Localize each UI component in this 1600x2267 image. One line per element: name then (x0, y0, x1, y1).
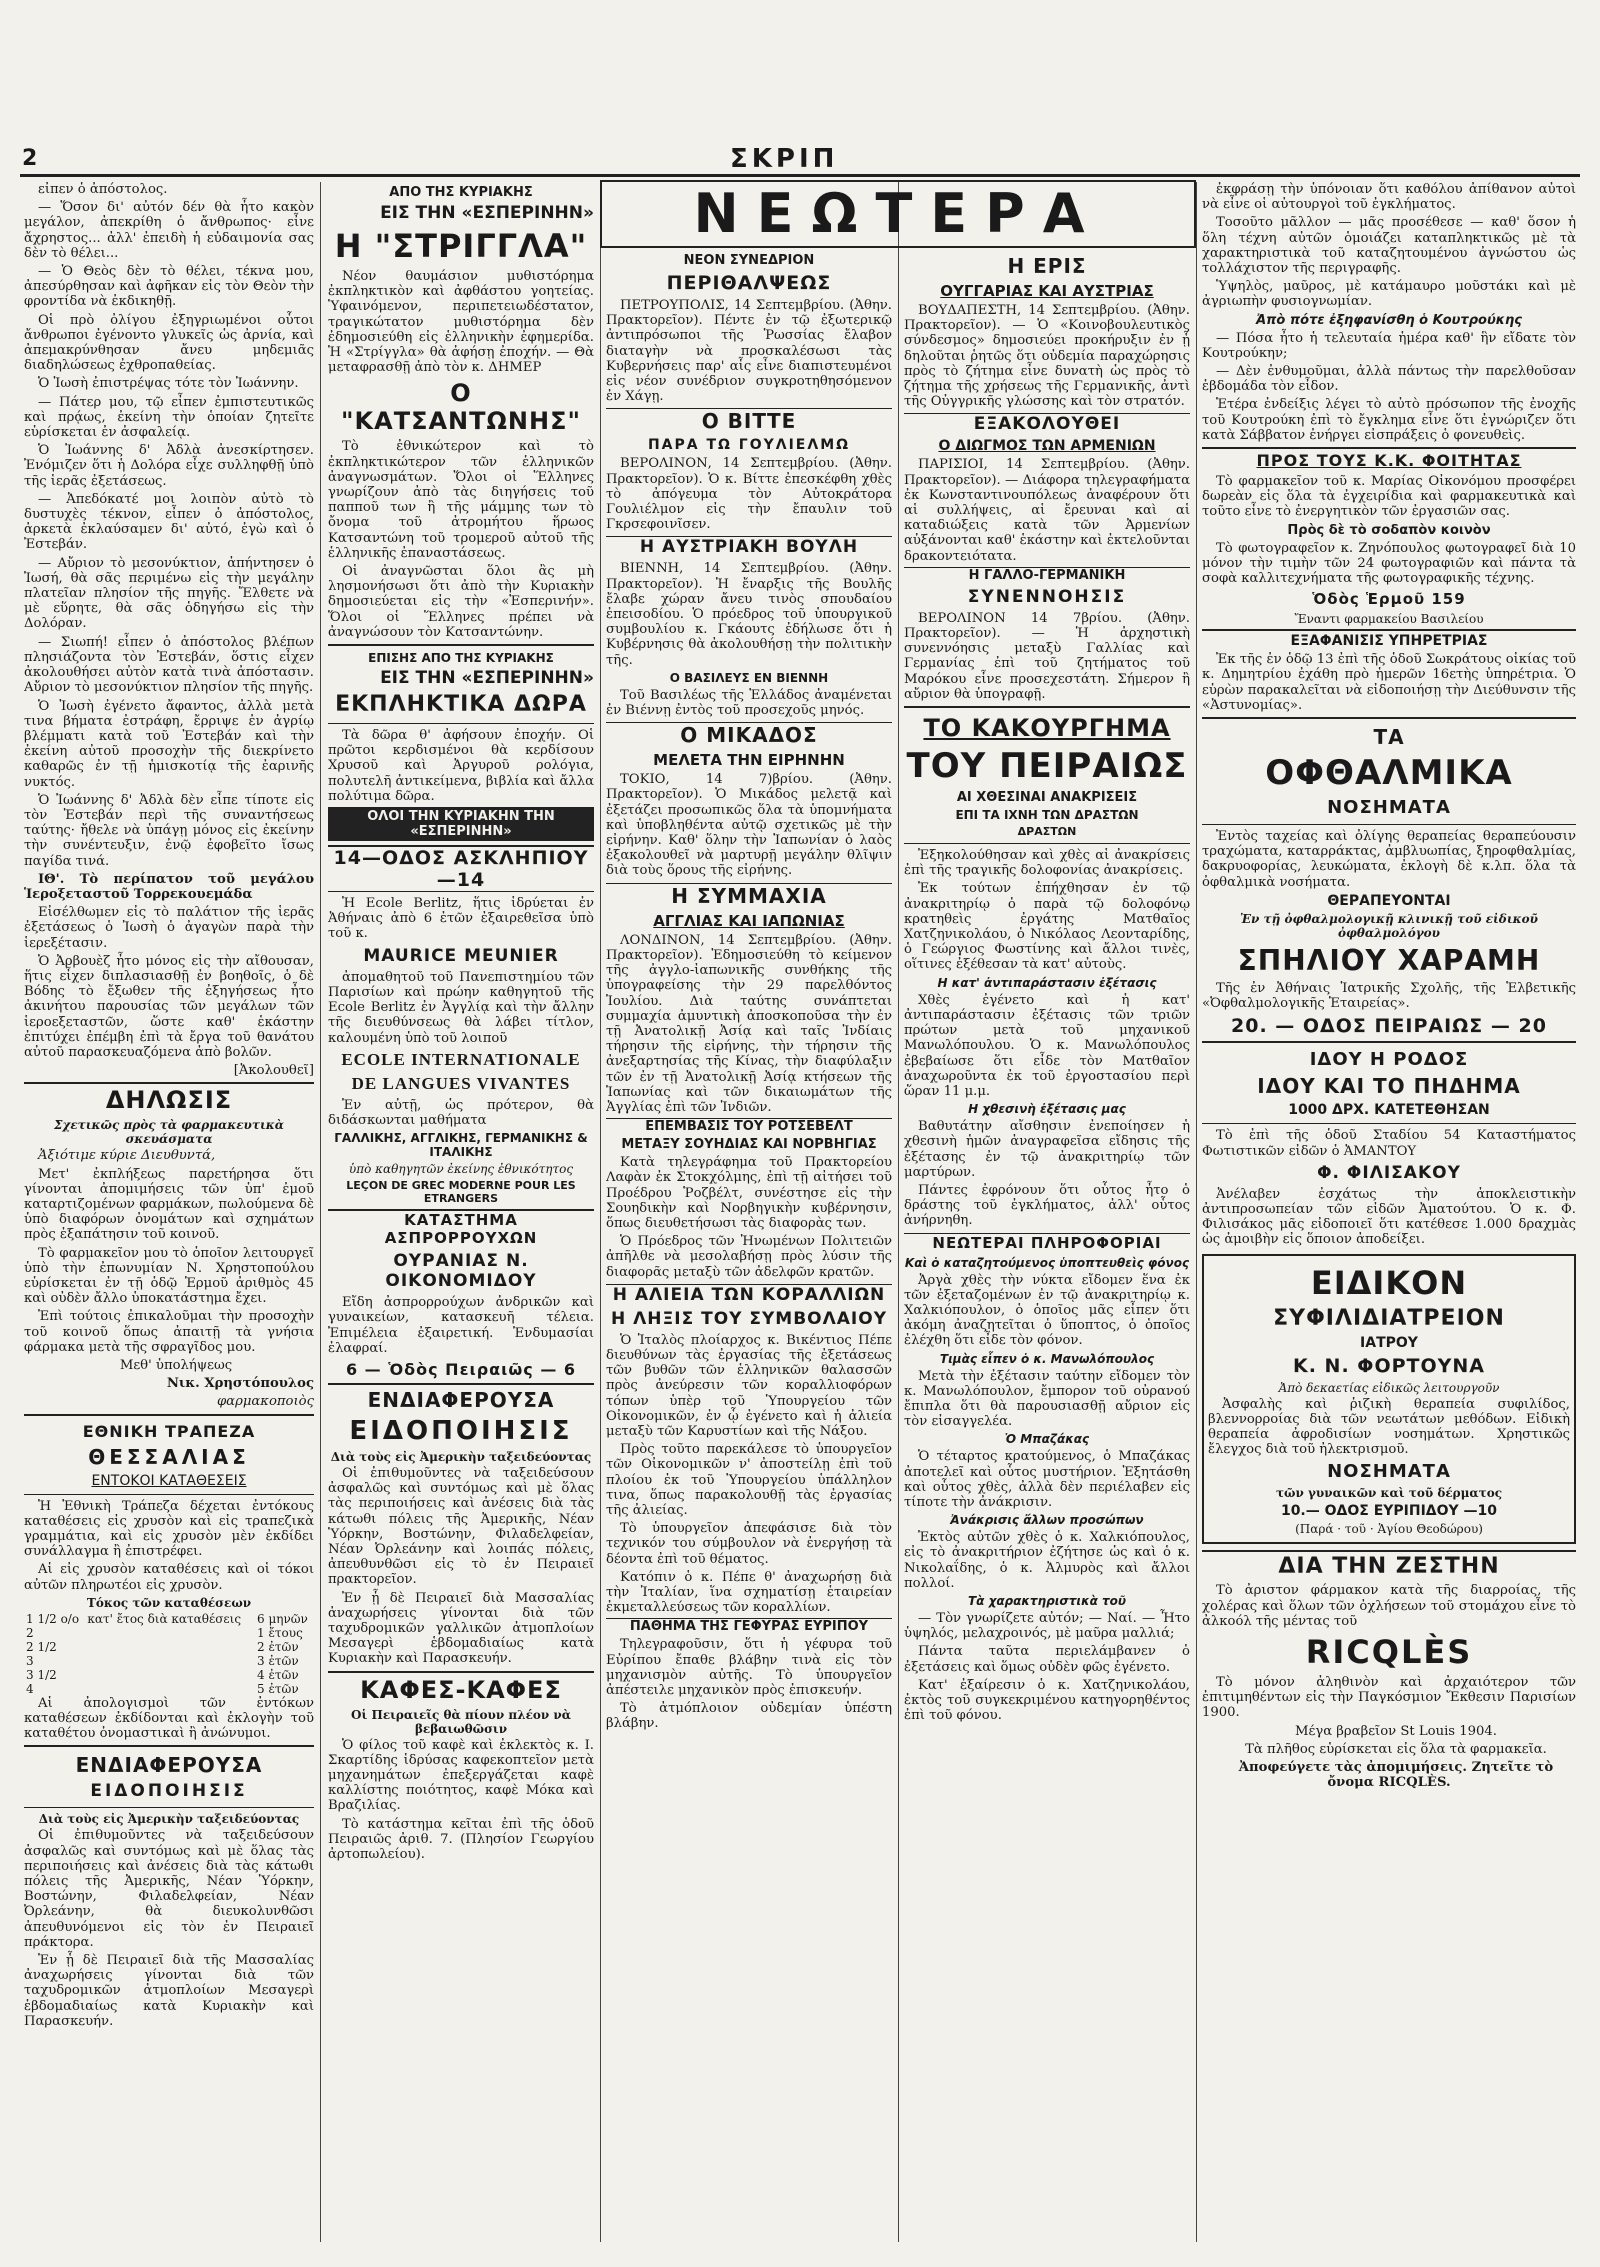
clinic-ad (1202, 1254, 1576, 1545)
paragraph: ΒΕΡΟΛΙΝΟΝ 14 7βρίου. (Ἀθην. Πρακτορεῖον). — Ἡ ἀρχηστικὴ συνεννόησις μεταξὺ Γαλλίας καὶ Γερμανίας ἐπὶ τοῦ ζητήματος τοῦ Μαρόκου εἶνε προσεχεστάτη. Σήμερον ἢ αὔριον θὰ ὑπογραφῇ. (904, 610, 1190, 702)
paragraph: Μέγα βραβεῖον St Louis 1904. (1294, 1723, 1498, 1739)
term-cell (85, 1668, 255, 1682)
rate-cell: 1 1/2 ο/ο (26, 1611, 80, 1626)
paragraph: Τῆς ἐν Ἀθήναις Ἰατρικῆς Σχολῆς, τῆς Ἑλβετικῆς «Ὀφθαλμολογικῆς Ἑταιρείας». (1202, 980, 1576, 1012)
paragraph: Κατ' ἐξαίρεσιν ὁ κ. Χατζηνικολάου, ἐκτὸς τοῦ συγκεκριμένου κατηγορηθέντος ἐπὶ τοῦ φόνου. (904, 1677, 1190, 1724)
rate-cell: 3 (26, 1653, 34, 1668)
paragraph: Τοσοῦτο μᾶλλον — μᾶς προσέθεσε — καθ' ὅσον ἡ ὅλη τέχνη αὐτῶν ὁμοιάζει καταπληκτικῶς μὲ τὰ χαρακτηριστικὰ τοῦ καταζητουμένου ἀγνώστου ὡς τολλάχιστον τῆς περιγραφῆς. (1202, 215, 1576, 277)
paragraph: ΒΟΥΔΑΠΕΣΤΗ, 14 Σεπτεμβρίου. (Ἀθην. Πρακτορεῖον). — Ὁ «Κοινοβουλευτικὸς σύνδεσμος» δημοσιεύει προκήρυξιν ἐν ᾗ δηλοῦται ῥητῶς ὅτι οὐδεμία παραχώρησις πρὸς τὸ ζήτημα εἶνε δυνατὴ ὡς πρὸς τὸ ζήτημα τῆς χρήσεως τῆς Γερμανικῆς, ἀντὶ τῆς Οὐγγρικῆς γλώσσης καὶ τὸν στρατόν. (904, 303, 1190, 410)
paragraph: εἶπεν ὁ ἀπόστολος. (38, 182, 168, 197)
table-row (24, 1612, 314, 1626)
news-subheadline: Η ΛΗΞΙΣ ΤΟΥ ΣΥΜΒΟΛΑΙΟΥ (610, 1308, 888, 1329)
paragraph: Τὸ κατάστημα κεῖται ἐπὶ τῆς ὁδοῦ Πειραιῶς ἀριθ. 7. (Πλησίον Γεωργίου ἀρτοπωλείου). (328, 1816, 594, 1862)
chapter-title: ΙΘ'. Τὸ περίπατον τοῦ μεγάλου Ἱεροξεταστοῦ Τορρεκουεμάδα (24, 871, 314, 902)
paragraph: Ἐκ τούτων ἐπήχθησαν ἐν τῷ ἀνακριτηρίῳ ὁ παρὰ τῷ δολοφόνῳ κρατηθεὶς ἐργάτης Ματθαῖος Χατζηνικολάου, ὁ Νικόλαος Λεονταρίδης, ὁ Γεώργιος Φωστίνης καὶ ἄλλοι τινὲς, οἵτινες ἐξέθεσαν τὰ κατ' αὐτοὺς. (904, 881, 1190, 973)
news-subheadline: Η χθεσινὴ ἐξέτασις μας (968, 1102, 1126, 1117)
address-title: Ὁδὸς Ἑρμοῦ 159 (1312, 590, 1466, 609)
paragraph: Οἱ ἀναγνῶσται ὅλοι ἂς μὴ λησμονήσωσι ὅτι ἀπὸ τὴν Κυριακὴν δημοσιεύεται εἰς τὴν «Ἑσπερινήν». Ὅλοι οἱ Ἕλληνες πρέπει νὰ ἀναγνώσουν τὸν Κατσαντώνην. (328, 564, 594, 640)
paragraph: Τηλεγραφοῦσιν, ὅτι ἡ γέφυρα τοῦ Εὐρίπου ἔπαθε βλάβην τινὰ εἰς τὸν μηχανισμὸν αὐτῆς. Τὸ ὑπουργεῖον ἀπέστειλε μηχανικὸν πρὸς ἐπισκευήν. (606, 1637, 892, 1699)
column-rule (1196, 182, 1197, 2242)
ad-subtitle: ὑπὸ καθηγητῶν ἐκείνης ἐθνικότητος (348, 1162, 574, 1177)
rates-title: Τόκος τῶν καταθέσεων (86, 1595, 252, 1610)
paragraph: Ὁ φίλος τοῦ καφὲ καὶ ἐκλεκτὸς κ. Ι. Σκαρτίδης ἱδρύσας καφεκοπτεῖον μετὰ μηχανημάτων ἐπεξεργάζεται καφὲ καλλίστης ποιότητος, καφὲ Μόκα καὶ Βραζιλίας. (328, 1737, 594, 1814)
ad-headline: Η "ΣΤΡΙΓΓΛΑ" (334, 227, 588, 265)
paragraph: Ἐπὶ τούτοις ἐπικαλοῦμαι τὴν προσοχὴν τοῦ κοινοῦ ὅπως ἀπαιτῇ τὰ γνήσια φάρμακα μετὰ τῆς σφραγῖδος μου. (24, 1309, 314, 1355)
neotera-banner: ΝΕΩΤΕΡΑ (600, 180, 1196, 248)
paragraph: Ὁ Ἰταλὸς πλοίαρχος κ. Βικέντιος Πέπε διευθύνων τὰς ἐργασίας τῆς ἐξετάσεως τῶν βυθῶν τῶν ἑλληνικῶν θαλασσῶν πρὸς ἀνεύρεσιν τῶν κοραλλιοφόρων τόπων ὑπὲρ τοῦ Ὑπουργείου τῶν Οἰκονομικῶν, ἐν ᾧ ἐγένετο καὶ ἡ ἀλιεία μεταξὺ τῶν Καρυστίων καὶ τῆς Νάξου. (606, 1332, 892, 1439)
paragraph: — Πάτερ μου, τῷ εἶπεν ἐμπιστευτικῶς καὶ πρᾴως, ἐκείνη τὴν ὁποίαν ζητεῖτε εὑρίσκεται ἐν ἀσφαλείᾳ. (24, 394, 314, 441)
paragraph: Ὁ Ἰωσὴ ἐπιστρέψας τότε τὸν Ἰωάννην. (38, 376, 299, 392)
paragraph: Κατόπιν ὁ κ. Πέπε θ' ἀναχωρήσῃ διὰ τὴν Ἰταλίαν, ἵνα σχηματίσῃ ἑταιρείαν ἐκμεταλλεύσεως τῶν κοραλλίων. (606, 1569, 892, 1616)
table-row (24, 1654, 314, 1668)
column-rule (898, 182, 899, 2242)
term-cell (85, 1654, 255, 1668)
paragraph: Τὸ ἀριστον φάρμακον κατὰ τῆς διαρροίας, τῆς χολέρας καὶ ὅλων τῶν ὀχλήσεων τοῦ στομάχου εἶνε τὸ ἀλκοόλ τῆς μέντας τοῦ (1202, 1583, 1576, 1629)
column-rule (320, 182, 321, 2242)
ad-headline: Ο "ΚΑΤΣΑΝΤΩΝΗΣ" (341, 379, 581, 436)
paragraph: Αἱ εἰς χρυσὸν καταθέσεις καὶ οἱ τόκοι αὐτῶν πληρωτέοι εἰς χρυσὸν. (24, 1562, 314, 1593)
paragraph: Ἀποφεύγετε τὰς ἀπομιμήσεις. Ζητεῖτε τὸ ὄνομα RICQLÈS. (1238, 1759, 1554, 1791)
paragraph: Ὁ Ἀρβουὲζ ἦτο μόνος εἰς τὴν αἴθουσαν, ἥτις εἶχεν διπλασιασθῇ ἐν βοηθοῖς, ὁ δὲ Βόδης τὸ ἔξωθεν τῆς ἐξηγήσεως ἦτο ἀκινήτου παρουσίας τῶν μεγάλων τῶν ἱεροεξεταστῶν, ὥστε καθ' ἑκάστην ἐπιτύχει ἐπέμβη ἐπὶ τὰ ἔργα τοῦ θανάτου αὐτοῦ παρασκευαζόμενα ἀπὸ βολῶν. (24, 953, 314, 1060)
paragraph: Πάντες ἐφρόνουν ὅτι οὗτος ἦτο ὁ δράστης τοῦ ἐγκλήματος, ἀλλ' οὗτος ἀνήρνηθη. (904, 1182, 1190, 1229)
news-subheadline: Ἀνάκρισις ἄλλων προσώπων (950, 1513, 1144, 1528)
paragraph: Χθὲς ἐγένετο καὶ ἡ κατ' ἀντιπαράστασιν ἐξέτασις τῶν τριῶν πρώτων μετὰ τοῦ μηχανικοῦ Μανωλόπουλου. Ὁ κ. Μανωλόπουλος ἐβεβαίωσε ὅτι εἶδε τὸν Ματθαῖον ἀναχωροῦντα ἐκ τοῦ ἐργοστασίου περὶ ὥραν 11 μ.μ. (904, 992, 1190, 1099)
table-row (24, 1626, 314, 1640)
column-4 (904, 250, 1190, 2242)
address-title: 20. — ΟΔΟΣ ΠΕΙΡΑΙΩΣ — 20 (1231, 1015, 1547, 1038)
news-kicker: ΝΕΟΝ ΣΥΝΕΔΡΙΟΝ (683, 253, 815, 268)
news-headline: Η ΓΑΛΛΟ-ΓΕΡΜΑΝΙΚΗ (904, 567, 1190, 583)
ad-subtitle: ΓΑΛΛΙΚΗΣ, ΑΓΓΛΙΚΗΣ, ΓΕΡΜΑΝΙΚΗΣ & ΙΤΑΛΙΚΗΣ (334, 1131, 588, 1160)
bank-title: ΕΘΝΙΚΗ ΤΡΑΠΕΖΑ (82, 1421, 256, 1441)
news-subheadline: ΟΥΓΓΑΡΙΑΣ ΚΑΙ ΑΥΣΤΡΙΑΣ (940, 282, 1154, 300)
term-cell (85, 1682, 255, 1696)
period-cell: 1 ἔτους (257, 1625, 303, 1640)
ad-title: ΕΠΙΣΗΣ ΑΠΟ ΤΗΣ ΚΥΡΙΑΚΗΣ (368, 651, 554, 666)
news-headline: Ο ΒΙΤΤΕ (606, 408, 892, 433)
news-headline: ΤΟ ΚΑΚΟΥΡΓΗΜΑ (923, 714, 1171, 743)
paragraph: Μετ' ἐκπλήξεως παρετήρησα ὅτι γίνονται ἀπομιμήσεις τῶν ὑπ' ἐμοῦ καταρτιζομένων φαρμάκων, πωλούμενα δὲ ὑπὸ διαφόρων ὀνομάτων καὶ σχημάτων πρὸς ἐξαπάτησιν τοῦ κοινοῦ. (24, 1166, 314, 1243)
news-subheadline: Ο ΒΑΣΙΛΕΥΣ ΕΝ ΒΙΕΝΝΗ (669, 670, 829, 685)
paragraph: ἀπομαθητοῦ τοῦ Πανεπιστημίου τῶν Παρισίων καὶ πρώην καθηγητοῦ τῆς Ecole Berlitz ἐν Ἀγγλίᾳ καὶ τὴν ἄλλην τῆς διευθύνσεως θὰ λάβει τίτλον, καλουμένη ὑπὸ τοῦ λοιποῦ (328, 969, 594, 1046)
period-cell: 3 ἐτῶν (257, 1653, 299, 1668)
news-subheadline: ΑΓΓΛΙΑΣ ΚΑΙ ΙΑΠΩΝΙΑΣ (653, 911, 845, 930)
table-row (24, 1682, 314, 1696)
paragraph: Ἀργὰ χθὲς τὴν νύκτα εἴδομεν ἕνα ἐκ τῶν ἐξεταζομένων ἐν τῷ ἀνακριτηρίῳ κ. Χαλκιόπουλον, ὁ ὁποῖος μᾶς εἶπεν ὅτι ἀκόμη ἀναζητεῖται ὁ ὕποπτος, ὁ ὁποῖος ἐλέχθη ὅτι εἶδε τὸν φόνον. (904, 1272, 1190, 1349)
paragraph: Τὸ ἐπὶ τῆς ὁδοῦ Σταδίου 54 Καταστήματος Φωτιστικῶν εἰδῶν ὁ ἈΜΑΝΤΟΥ (1202, 1128, 1576, 1159)
news-headline: Η ΣΥΜΜΑΧΙΑ (606, 883, 892, 908)
ad-headline: ΟΦΘΑΛΜΙΚΑ (1265, 753, 1513, 794)
paragraph: ΛΟΝΔΙΝΟΝ, 14 Σεπτεμβρίου. (Ἀθην. Πρακτορεῖον). Ἐδημοσιεύθη τὸ κείμενον τῆς ἀγγλο-ἰαπωνικῆς συνθήκης τῆς ὑπογραφείσης τὴν 29 παρελθόντος Ἰουλίου. Διὰ ταύτης συνάπτεται συμμαχία ἀμυντικὴ ἀποσκοποῦσα τὴν ἐν τῇ Ἀνατολικῇ Ἀσίᾳ καὶ ταῖς Ἰνδίαις τήρησιν τῆς εἰρήνης, τὴν τήρησιν τῆς ἀνεξαρτησίας τῆς Κίνας, τὴν διαφύλαξιν τῶν ἐν τῇ Ἀνατολικῇ Ἀσίᾳ κτήσεων τῆς Ἰαπωνίας καὶ τῶν δικαιωμάτων τῆς Ἀγγλίας ἐπὶ τῶν Ἰνδιῶν. (606, 932, 892, 1115)
news-headline: ΕΠΕΜΒΑΣΙΣ ΤΟΥ ΡΟΤΣΕΒΕΛΤ (606, 1118, 892, 1134)
paragraph: Τὸ ἀτμόπλοιον οὐδεμίαν ὑπέστη βλάβην. (606, 1701, 892, 1732)
news-subheadline: Τιμὰς εἶπεν ὁ κ. Μανωλόπουλος (939, 1351, 1155, 1366)
paragraph: Οἱ ἐπιθυμοῦντες νὰ ταξειδεύσουν ἀσφαλῶς καὶ συντόμως καὶ μὲ ὅλας τὰς περιποιήσεις καὶ ἀνέσεις διὰ τὰς κάτωθι πόλεις τῆς Ἀμερικῆς, Νέαν Ὑόρκην, Βοστώνην, Φιλαδελφείαν, Νέαν Ὀρλεάνην καὶ λοιπάς πόλεις, ἀπευθυνθῶσι εἰς τὸ ἐν Πειραιεῖ πρακτορεῖον. (328, 1465, 594, 1588)
news-headline: Ο ΜΙΚΑΔΟΣ (606, 722, 892, 747)
brand-name: RICQLÈS (1305, 1632, 1473, 1671)
paragraph: — Ὁ Θεὸς δὲν τὸ θέλει, τέκνα μου, ἀπεσύρθησαν καὶ ἀφῆκαν εἰς τὸν Θεὸν τὴν φροντίδα νὰ ἐκδικηθῇ. (24, 264, 314, 310)
masthead: ΣΚΡΙΠ (730, 144, 839, 174)
paragraph: Ἐν αὐτῇ, ὡς πρότερον, θὰ διδάσκωνται μαθήματα (328, 1097, 594, 1128)
rate-cell: 2 1/2 (26, 1639, 57, 1654)
bank-subtitle: ΕΝΤΟΚΟΙ ΚΑΤΑΘΕΣΕΙΣ (91, 1472, 247, 1489)
address-note: Ἔναντι φαρμακείου Βασιλείου (1294, 612, 1484, 627)
news-subheadline: ΕΠΙ ΤΑ ΙΧΝΗ ΤΩΝ ΔΡΑΣΤΩΝ (955, 808, 1139, 823)
news-headline: ΕΞΑΚΟΛΟΥΘΕΙ (904, 413, 1190, 434)
period-cell: 2 ἐτῶν (257, 1639, 299, 1654)
paragraph: ΤΟΚΙΟ, 14 7)βρίου. (Ἀθην. Πρακτορεῖον). Ὁ Μικάδος μελετᾷ καὶ ἐξετάζει προσωπικῶς ὅλα τὰ ὑπομνήματα καὶ ὑποβληθέντα αὐτῷ σχετικῶς μὲ τὴν εἰρήνην. Καθ' ὅλην τὴν Ἰαπωνίαν ὁ λαὸς ἐξακολουθεῖ νὰ μαρτυρῇ μεγάλην θλῖψιν διὰ τοὺς ὅρους τῆς εἰρήνης. (606, 772, 892, 879)
period-cell: 6 μηνῶν (257, 1611, 308, 1626)
paragraph: Τὸ ὑπουργεῖον ἀπεφάσισε διὰ τὸν τεχνικόν του σύμβουλον νὰ ἐνεργήσῃ τὰ δέοντα ἐπὶ τοῦ θέματος. (606, 1521, 892, 1567)
news-headline: ΝΕΩΤΕΡΑΙ ΠΛΗΡΟΦΟΡΙΑΙ (904, 1233, 1190, 1252)
paragraph: Ἡ Ecole Berlitz, ἥτις ἱδρύεται ἐν Ἀθήναις ἀπὸ 6 ἐτῶν ἐξαιρεθεῖσα ὑπὸ τοῦ κ. (328, 896, 594, 942)
paragraph: ΒΙΕΝΝΗ, 14 Σεπτεμβρίου. (Ἀθην. Πρακτορεῖον). Ἡ ἔναρξις τῆς Βουλῆς ἔλαβε χώραν ἄνευ τινὸς σπουδαίου ἐπεισοδίου. Ὁ πρόεδρος τοῦ ὑπουργικοῦ συμβουλίου κ. Γκάουτς ἐδήλωσε ὅτι ἡ Κυβέρνησις θὰ ἀκολουθήσῃ τὴν πολιτικὴν τῆς. (606, 561, 892, 668)
address-title: 10.— ΟΔΟΣ ΕΥΡΙΠΙΔΟΥ —10 (1280, 1503, 1498, 1520)
period-cell: 5 ἐτῶν (257, 1681, 299, 1696)
news-headline: Η ΑΛΙΕΙΑ ΤΩΝ ΚΟΡΑΛΛΙΩΝ (606, 1284, 892, 1305)
paragraph: Τὸ φαρμακεῖον τοῦ κ. Μαρίας Οἰκονόμου προσφέρει δωρεὰν εἰς ὅλα τὰ ἐγχειρίδια καὶ φαρμακευτικὰ καὶ τοῦτο εἶνε τὸ ἐνεργητικὸν τῶν ἐργασιῶν σας. (1202, 474, 1576, 520)
paragraph: — Δὲν ἐνθυμοῦμαι, ἀλλὰ πάντως τὴν παρελθοῦσαν ἑβδομάδα τὸν εἶδον. (1202, 364, 1576, 395)
ad-name: Φ. ΦΙΛΙΣΑΚΟΥ (1317, 1162, 1461, 1183)
ad-title: ΕΝΔΙΑΦΕΡΟΥΣΑ (75, 1753, 263, 1778)
ad-title: ΕΙΣ ΤΗΝ «ΕΣΠΕΡΙΝΗΝ» (380, 203, 594, 223)
column-3 (606, 250, 892, 2242)
news-subheadline: ΑΙ ΧΘΕΣΙΝΑΙ ΑΝΑΚΡΙΣΕΙΣ (956, 790, 1138, 806)
rate-cell: 3 1/2 (26, 1667, 57, 1682)
ad-name: ΣΠΗΛΙΟΥ ΧΑΡΑΜΗ (1237, 943, 1541, 977)
ad-title: ΙΔΟΥ ΚΑΙ ΤΟ ΠΗΔΗΜΑ (1257, 1074, 1521, 1099)
paragraph: Ἀσφαλὴς καὶ ῥιζικὴ θεραπεία συφιλίδος, βλεννορροίας διὰ τῶν νεωτάτων μεθόδων. Εἰδικὴ θεραπεία ἀφροδισίων νοσημάτων. Χρηστικῶς ἔλεγχος διὰ τοῦ ἠλεκτρισμοῦ. (1208, 1396, 1570, 1458)
paragraph: Εἴδη ἀσπρορρούχων ἀνδρικῶν καὶ γυναικείων, κατασκευῆ τέλεια. Ἐπιμέλεια ἐξαιρετική. Ἐνδυμασίαι ἐλαφραί. (328, 1295, 594, 1356)
bank-city: ΘΕΣΣΑΛΙΑΣ (88, 1444, 250, 1469)
paragraph: — Ὅσον δι' αὐτόν δέν θὰ ἦτο κακὸν μεγάλον, ἀπεκρίθη ὁ ἄνθρωπος· εἶνε ἄχρηστος... ἀλλ' ἐπειδὴ ἡ εὐδαιμονία σας δὲν τὸ θέλει... (24, 200, 314, 261)
paragraph: Μετὰ τὴν ἐξέτασιν ταύτην εἴδομεν τὸν κ. Μανωλόπουλον, ἔμπορον τοῦ οὐρανού ἔπιπλα ὅτι θὰ παρουσιασθῇ αὔριον εἰς τὸν εἰσαγγελέα. (904, 1368, 1190, 1430)
paragraph: Ἐντὸς ταχείας καὶ ὀλίγης θεραπείας θεραπεύουσιν τραχώματα, καταρράκτας, ἀμβλυωπίας, ξηροφθαλμίας, δακρυοφορίας, λευκώματα, ἐκλογὴ δὲ κ.λπ. ὅλα τὰ ὀφθαλμικὰ νοσήματα. (1202, 829, 1576, 890)
paragraph: Τὰ δῶρα θ' ἀφήσουν ἐποχήν. Οἱ πρῶτοι κερδισμένοι θὰ κερδίσουν Χρυσοῦ καὶ Ἀργυροῦ ρολόγια, πολυτελῆ ἀντικείμενα, βιβλία καὶ ἄλλα πολύτιμα δῶρα. (328, 728, 594, 804)
paragraph: — Ἀπεδόκατέ μοι λοιπὸν αὐτὸ τὸ δυστυχὲς τέκνον, εἶπεν ὁ ἀπόστολος, ἀρκετὰ ἐκλαύσαμεν δι' αὐτό, ἐγὼ καὶ ὁ Ἐστεβάν. (24, 491, 314, 553)
greeting: Ἀξιότιμε κύριε Διευθυντά, (38, 1148, 216, 1164)
paragraph: ΒΕΡΟΛΙΝΟΝ, 14 Σεπτεμβρίου. (Ἀθην. Πρακτορεῖον). Ὁ κ. Βίττε ἐπεσκέφθη χθὲς τὸ ἀπόγευμα τὸν Αὐτοκράτορα Γουλιέλμον εἰς τὴν ἔπαυλιν τοῦ Γκρσεφοινῖσεν. (606, 456, 892, 533)
paragraph: Τὸ φωτογραφεῖον κ. Ζηνόπουλος φωτογραφεῖ διὰ 10 μόνον τὴν τιμὴν τῶν 24 φωτογραφιῶν καὶ πάντα τὰ σοφὰ καλλιτεχνήματα τῆς φωτογραφικῆς τέχνης. (1202, 540, 1576, 587)
paragraph: Ὁ Πρόεδρος τῶν Ἡνωμένων Πολιτειῶν ἀπῆλθε νὰ μεσολαβήσῃ πρὸς λύσιν τῆς διαφορᾶς μεταξὺ τῶν ἀδελφῶν κρατῶν. (606, 1234, 892, 1280)
address-title: 14—ΟΔΟΣ ΑΣΚΛΗΠΙΟΥ—14 (328, 845, 594, 892)
paragraph: ΠΕΤΡΟΥΠΟΛΙΣ, 14 Σεπτεμβρίου. (Ἀθην. Πρακτορεῖον). Πέντε ἐν τῷ ἐξωτερικῷ ἀντιπρόσωποι τῆς Ῥωσσίας ἔλαβον διαταγὴν νὰ προσκαλέσωσι τὰς Κυβερνήσεις παρ' αἷς εἶνε διαπιστευμένοι εἰς νέον συνέδριον συγκροτηθησόμενον ἐν Χάγῃ. (606, 298, 892, 405)
column-5 (1202, 182, 1576, 2242)
paragraph: Κατὰ τηλεγράφημα τοῦ Πρακτορείου Λαφὰν ἐκ Στοκχόλμης, ἐπὶ τῇ αἰτήσει τοῦ Προέδρου Ῥοζβέλτ, συνέστησε εἰς τὴν Σουηδικὴν καὶ Νορβηγικὴν κυβέρνησιν, ὅπως διευθετήσωσι τὰς διαφορὰς των. (606, 1155, 892, 1231)
period-cell: 4 ἐτῶν (257, 1667, 299, 1682)
ad-title: ΠΡΟΣ ΤΟΥΣ Κ.Κ. ΦΟΙΤΗΤΑΣ (1202, 447, 1576, 470)
ad-subtitle: ΙΑΤΡΟΥ (1360, 1334, 1418, 1351)
ad-title: ΚΑΤΑΣΤΗΜΑ ΑΣΠΡΟΡΡΟΥΧΩΝ (328, 1209, 594, 1247)
section-title: ΔΗΛΩΣΙΣ (24, 1082, 314, 1114)
ad-name: ECOLE INTERNATIONALE (341, 1049, 581, 1069)
paragraph: Οἱ ἐπιθυμοῦντες νὰ ταξειδεύσουν ἀσφαλῶς καὶ συντόμως καὶ μὲ ὅλας τὰς περιποιήσεις καὶ ἀνέσεις διὰ τὰς κάτωθι πόλεις τῆς Ἀμερικῆς, Νέαν Ὑόρκην, Βοστώνην, Φιλαδελφείαν, Νέαν Ὀρλεάνην, θὰ διευκολυνθῶσι ἀπευθυνόμενοι εἰς τὸν ἐν Πειραιεῖ πράκτορα. (24, 1828, 314, 1950)
ad-title: ΝΟΣΗΜΑΤΑ (1327, 1461, 1451, 1483)
paragraph: — Αὔριον τὸ μεσονύκτιον, ἀπήντησεν ὁ Ἰωσή, θὰ σᾶς περιμένω εἰς τὴν μεγάλην πλατεῖαν πλησίον τῆς πηγῆς. Ἔλθετε νὰ μὲ εὕρητε, θὰ σᾶς ὁδηγήσω εἰς τὴν Δολόραν. (24, 555, 314, 632)
ad-subtitle: Πρὸς δὲ τὸ σοδαπὸν κοινὸν (1287, 522, 1491, 538)
signature-role: φαρμακοποιὸς (216, 1394, 314, 1410)
news-subheadline: ΜΕΤΑΞΥ ΣΟΥΗΔΙΑΣ ΚΑΙ ΝΟΡΒΗΓΙΑΣ (621, 1137, 877, 1153)
ad-title: ΕΙΣ ΤΗΝ «ΕΣΠΕΡΙΝΗΝ» (380, 668, 594, 689)
rate-cell: 4 (26, 1681, 34, 1696)
ad-title: ΕΙΔΙΚΟΝ (1310, 1263, 1468, 1302)
table-row (24, 1668, 314, 1682)
signature-pre: Μεθ' ὑπολήψεως (119, 1358, 233, 1374)
term-cell (85, 1640, 255, 1654)
news-subheadline: Τὰ χαρακτηριστικὰ τοῦ (967, 1593, 1127, 1608)
news-headline: Η ΑΥΣΤΡΙΑΚΗ ΒΟΥΛΗ (606, 536, 892, 557)
ad-title: ΑΠΟ ΤΗΣ ΚΥΡΙΑΚΗΣ (389, 185, 533, 200)
ad-title: ΤΑ (1373, 725, 1405, 750)
paragraph: Ἐκτὸς αὐτῶν χθὲς ὁ κ. Χαλκιόπουλος, εἰς τὸ ἀνακριτήριον ἐζήτησε ὡς καὶ ὁ κ. Νικολαΐδης, ὁ κ. Ἀλμυρὸς καὶ ἄλλοι πολλοί. (904, 1530, 1190, 1591)
ad-subtitle: 1000 ΔΡΧ. ΚΑΤΕΤΕΘΗΣΑΝ (1288, 1102, 1490, 1119)
news-subheadline: ΔΡΑΣΤΩΝ (1017, 825, 1077, 839)
paragraph: Ἀνέλαβεν ἐσχάτως τὴν ἀποκλειστικὴν ἀντιπροσωπείαν τῶν εἰδῶν Ἀματούτου. Ὁ κ. Φ. Φιλισάκος μᾶς εἰδοποιεῖ ὅτι κατέθεσε 1.000 δραχμὰς ὡς ἀμοιβὴν εἰς ὅποιον ἀποδείξει. (1202, 1186, 1576, 1248)
term-cell: κατ' ἔτος διὰ καταθέσεις (87, 1611, 242, 1626)
paragraph: Πρὸς τοῦτο παρεκάλεσε τὸ ὑπουργεῖον τῶν Οἰκονομικῶν ν' ἀποστείλῃ ἐπὶ τοῦ πλοίου ἐκ τοῦ Ὑπουργείου ὑπάλληλον τινα, ὅπως παρακολουθῇ τὰς ἐργασίας τῆς ἀλιείας. (606, 1442, 892, 1518)
news-headline: Η ΕΡΙΣ (1007, 254, 1087, 278)
news-subheadline: ΣΥΝΕΝΝΟΗΣΙΣ (967, 586, 1127, 607)
ad-subtitle: Ἐν τῇ ὀφθαλμολογικῇ κλινικῇ τοῦ εἰδικοῦ ὀφθαλμολόγου (1240, 911, 1538, 940)
ad-title: ΕΞΑΦΑΝΙΣΙΣ ΥΠΗΡΕΤΡΙΑΣ (1202, 629, 1576, 649)
address-note: (Παρά · τοῦ · Ἁγίου Θεοδώρου) (1295, 1522, 1483, 1537)
news-headline: ΠΕΡΙΘΑΛΨΕΩΣ (666, 272, 832, 294)
term-cell (85, 1626, 255, 1640)
news-headline: ΠΑΘΗΜΑ ΤΗΣ ΓΕΦΥΡΑΣ ΕΥΡΙΠΟΥ (606, 1618, 892, 1634)
news-subheadline: Ἀπὸ πότε ἐξηφανίσθη ὁ Κουτρούκης (1256, 312, 1522, 328)
paragraph: — Σιωπή! εἶπεν ὁ ἀπόστολος βλέπων πλησιάζοντα τὸν Ἐστεβάν, ὅστις εἶχεν ἀκολουθήσει αὐτὸν κατὰ τινὰ ἀπόστασιν. Αὔριον τὸ μεσονύκτιον πλησίον τῆς πηγῆς. (24, 634, 314, 696)
column-2 (328, 182, 594, 2242)
section-subtitle: Σχετικῶς πρὸς τὰ φαρμακευτικὰ σκευάσματα (53, 1118, 284, 1147)
ad-title: ΕΙΔΟΠΟΙΗΣΙΣ (90, 1781, 248, 1802)
paragraph: Ἐν ᾗ δὲ Πειραιεῖ διὰ Μασσαλίας ἀναχωρήσεις γίνονται διὰ τῶν ταχυδρομικῶν γαλλικῶν ἀτμοπλοίων Μεσαγερὶ ἑβδομαδιαίως κατὰ Κυριακὴν καὶ Παρασκευήν. (328, 1590, 594, 1667)
news-subheadline: Ο ΔΙΩΓΜΟΣ ΤΩΝ ΑΡΜΕΝΙΩΝ (938, 438, 1156, 455)
paragraph: Βαθυτάτην αἴσθησιν ἐνεποίησεν ἡ χθεσινὴ ἡμῶν ἀναγραφεῖσα εἴδησις τῆς ἐξέτασης ἐν τῷ ἀνακριτηρίῳ τῶν μαρτύρων. (904, 1119, 1190, 1180)
paragraph: Τὸ μόνον ἀληθινὸν καὶ ἀρχαιότερον τῶν ἐπιτιμηθέντων εἰς τὴν Παγκόσμιον Ἔκθεσιν Παρισίων 1900. (1202, 1674, 1576, 1721)
ad-subtitle: Διὰ τοὺς εἰς Ἀμερικὴν ταξειδεύοντας (38, 1812, 300, 1827)
ad-title: ΣΥΦΙΛΙΔΙΑΤΡΕΙΟΝ (1273, 1305, 1505, 1331)
paragraph: Ὑψηλὸς, μαῦρος, μὲ κατάμαυρο μοῦστάκι καὶ μὲ ἀγριωπὴν φυσιογνωμίαν. (1202, 279, 1576, 310)
ad-name: MAURICE MEUNIER (363, 945, 559, 966)
news-subheadline: ΠΑΡΑ ΤΩ ΓΟΥΛΙΕΛΜΩ (647, 437, 851, 454)
address-title: 6 — Ὁδὸς Πειραιῶς — 6 (345, 1359, 577, 1379)
column-1 (24, 182, 314, 2242)
ad-subtitle: Οἱ Πειραιεῖς θὰ πίουν πλέον νὰ βεβαιωθῶσιν (351, 1707, 571, 1736)
news-headline: ΤΟΥ ΠΕΙΡΑΙΩΣ (906, 746, 1188, 787)
news-subheadline: Η κατ' ἀντιπαράστασιν ἐξέτασις (937, 975, 1157, 990)
paragraph: Τὰ πλῆθος εὑρίσκεται εἰς ὅλα τὰ φαρμακεῖα. (1245, 1741, 1547, 1757)
paragraph: Ἐκ τῆς ἐν ὁδῷ 13 ἐπὶ τῆς ὁδοῦ Σωκράτους οἰκίας τοῦ κ. Δημητρίου ἐχάθη πρὸ ἡμερῶν 16ετὴς ὑπηρέτρια. Ὁ εὑρὼν παρακαλεῖται νὰ εἰδοποιήσῃ τὴν Διεύθυνσιν τῆς «Ἀστυνομίας». (1202, 652, 1576, 713)
page-number: 2 (22, 146, 38, 171)
signature: Νικ. Χρηστόπουλος (166, 1376, 314, 1392)
paragraph: Ὁ Ἰωάννης δ' Ἀδλὰ ἀνεσκίρτησεν. Ἐνόμιζεν ὅτι ἡ Δολόρα εἶχε συλληφθῇ ὑπὸ τῆς ἱερᾶς ἐξετάσεως. (24, 443, 314, 489)
news-subheadline: ΜΕΛΕΤΑ ΤΗΝ ΕΙΡΗΝΗΝ (653, 751, 845, 770)
paragraph: Τὸ φαρμακεῖον μου τὸ ὁποῖον λειτουργεῖ ὑπὸ τὴν ἐπωνυμίαν Ν. Χρηστοπούλου εὑρίσκεται ἐν τῇ ὁδῷ Ἑρμοῦ ἀριθμὸς 45 καὶ οὐδὲν ἄλλο ὑποκατάστημα ἔχει. (24, 1245, 314, 1307)
ad-title: ΚΑΦΕΣ-ΚΑΦΕΣ (328, 1671, 594, 1704)
news-subheadline: Ὁ Μπαζάκας (1004, 1432, 1090, 1447)
ad-title: ΔΙΑ ΤΗΝ ΖΕΣΤΗΝ (1202, 1550, 1576, 1579)
paragraph: ΠΑΡΙΣΙΟΙ, 14 Σεπτεμβρίου. (Ἀθην. Πρακτορεῖον). — Διάφορα τηλεγραφήματα ἐκ Κωνσταντινουπόλεως ἀναφέρουν ὅτι αἱ συλλήψεις, αἱ ἔρευναι καὶ αἱ καταδιώξεις κατὰ τῶν Ἀρμενίων αὐξάνονται καθ' ἑκάστην καὶ ἐκτελοῦνται δρακοντειότατα. (904, 457, 1190, 564)
paragraph: ἐκφράσῃ τὴν ὑπόνοιαν ὅτι καθόλου ἀπίθανον αὐτοὶ νὰ εἶνε οἱ αὐτουργοὶ τοῦ ἐγκλήματος. (1202, 182, 1576, 213)
ad-headline: ΝΟΣΗΜΑΤΑ (1327, 797, 1451, 819)
rate-cell: 2 (26, 1625, 34, 1640)
paragraph: Ἐξηκολούθησαν καὶ χθὲς αἱ ἀνακρίσεις ἐπὶ τῆς τραγικῆς δολοφονίας ἀνακρίσεις. (904, 848, 1190, 879)
ad-subtitle: Διὰ τοὺς εἰς Ἀμερικὴν ταξειδεύοντας (330, 1449, 592, 1464)
paragraph: Τοῦ Βασιλέως τῆς Ἑλλάδος ἀναμένεται ἐν Βιέννῃ ἐντὸς τοῦ προσεχοῦς μηνός. (606, 687, 892, 719)
continued-note: [Ἀκολουθεῖ] (233, 1063, 314, 1079)
paragraph: Ἐν ᾗ δὲ Πειραιεῖ διὰ τῆς Μασσαλίας ἀναχωρήσεις γίνονται διὰ τῶν ταχυδρομικῶν ἀτμοπλοίων Μεσαγερὶ ἑβδομαδιαίως κατὰ Κυριακὴν καὶ Παρασκευήν. (24, 1953, 314, 2029)
paragraph: Εἰσέλθωμεν εἰς τὸ παλάτιον τῆς ἱερᾶς ἐξετάσεως ὁ Ἰωσὴ ὁ ἀγαγὼν παρὰ τὴν ἱερεξέτασιν. (24, 905, 314, 951)
ad-title: ΕΙΔΟΠΟΙΗΣΙΣ (349, 1415, 573, 1446)
paragraph: Ὁ Ἰωάννης δ' Ἀδλὰ δὲν εἶπε τίποτε εἰς τὸν Ἐστεβάν περὶ τῆς συναντήσεως ταύτης· ἤθελε νὰ ὑπάγῃ μόνος εἰς ἐκείνην τὴν συνέντευξιν, ἐνῷ ἐφοβεῖτο ἴσως παγίδα τινά. (24, 792, 314, 869)
ad-subtitle: LEÇON DE GREC MODERNE POUR LES ETRANGERS (346, 1179, 576, 1206)
paragraph: Τὸ ἐθνικώτερον καὶ τὸ ἐκπληκτικώτερον τῶν ἑλληνικῶν ἀναγνωσμάτων. Ὅλοι οἱ Ἕλληνες γνωρίζουν ἀπὸ τὰς διηγήσεις τοῦ παπποῦ των ἢ τῆς μάμμης των τὸ ὄνομα τοῦ ἀτρομήτου ἥρωος Κατσαντώνη τοῦ τρομεροῦ αὐτοῦ τῆς ἑλληνικῆς ἐπαναστάσεως. (328, 439, 594, 561)
paragraph: Ὁ τέταρτος κρατούμενος, ὁ Μπαζάκας ἀποτελεῖ καὶ οὗτος μυστήριον. Ἐξητάσθη καὶ οὗτος χθὲς, ἀλλὰ δὲν περιέλαβεν εἰς τίποτε τὴν ἀνάκρισιν. (904, 1449, 1190, 1510)
news-subheadline: Καὶ ὁ καταζητούμενος ὑποπτευθεὶς φόνος (904, 1255, 1190, 1270)
ad-name: DE LANGUES VIVANTES (351, 1073, 571, 1093)
rates-table (24, 1612, 314, 1696)
table-row (24, 1640, 314, 1654)
ad-title: ΟΥΡΑΝΙΑΣ Ν. ΟΙΚΟΝΟΜΙΔΟΥ (385, 1251, 537, 1292)
paragraph: Αἱ ἀπολογισμοὶ τῶν ἐντόκων καταθέσεων ἐκδίδονται καὶ ἐκλογὴν τοῦ καταθέτου ὀνομαστικαὶ ἢ ἀνώνυμοι. (24, 1695, 314, 1742)
ad-banner: ΟΛΟΙ ΤΗΝ ΚΥΡΙΑΚΗΝ ΤΗΝ «ΕΣΠΕΡΙΝΗΝ» (328, 807, 594, 841)
paragraph: — Πόσα ἦτο ἡ τελευταία ἡμέρα καθ' ἣν εἴδατε τὸν Κουτρούκην; (1202, 330, 1576, 361)
paragraph: Ἑτέρα ἐνδείξις λέγει τὸ αὐτὸ πρόσωπον τῆς ἐνοχῆς τοῦ Κουτρούκη ἐπὶ τὸ ἔγκλημα εἶνε ὅτι ἐγνώριζεν ὅτι κατὰ Σάββατον ἐνήργει εἰσπράξεις ὁ φονευθεὶς. (1202, 397, 1576, 443)
paragraph: Ἡ Ἐθνικὴ Τράπεζα δέχεται ἐντόκους καταθέσεις εἰς χρυσὸν καὶ εἰς τραπεζικὰ γραμμάτια, καὶ εἰς χρυσὸν μὲν ἐκδίδει συνάλλαγμα ἢ ἐπιστρέφει. (24, 1498, 314, 1560)
ad-name: Κ. Ν. ΦΟΡΤΟΥΝΑ (1293, 1354, 1485, 1377)
ad-subtitle: Ἀπὸ δεκαετίας εἰδικῶς λειτουργοῦν (1278, 1380, 1500, 1395)
paragraph: Ὁ Ἰωσὴ ἐγένετο ἄφαντος, ἀλλὰ μετὰ τινα βήματα ἐστράφη, ἔρριψε ἐν ἀγρίῳ βλέμματι κατὰ τοῦ Ἐστεβάν καὶ τὴν ἐκείνη αὐτοῦ προσοχὴν τῆς διεκρίνετο καθαρῶς ἐν τῇ ἡμισκοτίᾳ τῆς ἐαρινῆς νυκτός. (24, 698, 314, 790)
ad-subtitle: τῶν γυναικῶν καὶ τοῦ δέρματος (1275, 1486, 1503, 1501)
paragraph: Οἱ πρὸ ὀλίγου ἐξηγριωμένοι οὗτοι ἄνθρωποι ἐγένοντο γλυκεῖς ὡς ἀρνία, καὶ ἀπεμακρύνθησαν ἄνευ μηδεμιᾶς διαδηλώσεως ἐχθροπαθείας. (24, 312, 314, 374)
ad-headline: ΕΚΠΛΗΚΤΙΚΑ ΔΩΡΑ (335, 692, 587, 718)
paragraph: Νέον θαυμάσιον μυθιστόρημα ἐκπληκτικὸν καὶ ἀφθάστου γοητείας. Ὑφαινόμενον, περιπετειωδέστατον, τραγικώτατον μυθιστόρημα δὲν ἐδημοσιεύθη εἰς ἑλληνικὴν ἐφημερίδα. Ἡ «Στρίγγλα» θὰ ἀφήσῃ ἐποχήν. — Θὰ μεταφρασθῇ ἀπὸ τὸν κ. ΔΗΜΕΡ (328, 269, 594, 376)
column-rule (600, 182, 601, 2242)
ad-title: ΕΝΔΙΑΦΕΡΟΥΣΑ (328, 1383, 594, 1412)
paragraph: Πάντα ταῦτα περιελάμβανεν ὁ ἐξετάσεις καὶ ὅμως οὐδὲν φῶς ἐγένετο. (904, 1644, 1190, 1675)
paragraph: — Τὸν γνωρίζετε αὐτόν; — Ναί. — Ἦτο ὑψηλός, μελαχροινός, μὲ μαῦρα μαλλιά; (904, 1610, 1190, 1642)
ad-subtitle: ΘΕΡΑΠΕΥΟΝΤΑΙ (1327, 892, 1451, 909)
ad-title: ΙΔΟΥ Η ΡΟΔΟΣ (1309, 1049, 1469, 1071)
